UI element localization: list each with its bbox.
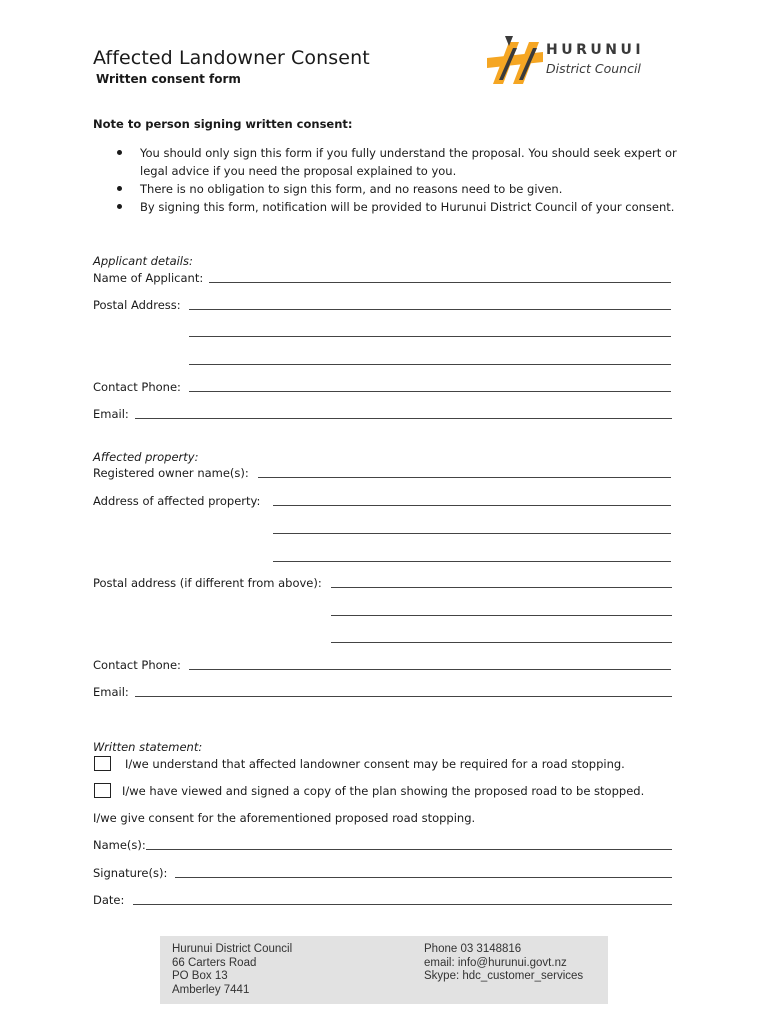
- property-phone-label: Contact Phone:: [93, 658, 181, 672]
- applicant-name-label: Name of Applicant:: [93, 271, 204, 285]
- bullet-icon: [117, 186, 122, 191]
- applicant-name-field[interactable]: [209, 282, 671, 283]
- signature-field[interactable]: [175, 877, 672, 878]
- owner-name-field[interactable]: [258, 477, 671, 478]
- viewed-plan-checkbox-label: I/we have viewed and signed a copy of the plan showing the proposed road to be stopped.: [122, 784, 645, 798]
- property-postal-field-line3[interactable]: [331, 642, 672, 643]
- council-logo-icon: [483, 34, 545, 86]
- note-bullet-text: By signing this form, notification will be provided to Hurunui District Council of your consent.: [140, 200, 675, 214]
- footer-email: email: info@hurunui.govt.nz: [424, 956, 567, 969]
- applicant-email-label: Email:: [93, 407, 129, 421]
- footer-contact: [424, 943, 583, 984]
- list-item: [115, 144, 695, 180]
- applicant-postal-label: Postal Address:: [93, 298, 181, 312]
- applicant-phone-field[interactable]: [189, 391, 671, 392]
- property-address-field[interactable]: [273, 505, 671, 506]
- footer-pobox: PO Box 13: [172, 970, 228, 982]
- property-email-field[interactable]: [135, 696, 672, 697]
- note-bullet-text: You should only sign this form if you fully understand the proposal. You should seek expert or legal advice if you need the proposal explained to you.: [140, 146, 677, 178]
- bullet-icon: [117, 150, 122, 155]
- footer-address: [172, 943, 292, 997]
- viewed-plan-checkbox[interactable]: [94, 783, 111, 798]
- applicant-heading: Applicant details:: [93, 254, 193, 268]
- names-field[interactable]: [146, 849, 672, 850]
- consent-statement: I/we give consent for the aforementioned proposed road stopping.: [93, 811, 476, 825]
- council-logo: [483, 34, 673, 86]
- understand-checkbox[interactable]: [94, 756, 111, 771]
- applicant-phone-label: Contact Phone:: [93, 380, 181, 394]
- logo-subtext: District Council: [546, 61, 641, 76]
- statement-heading: Written statement:: [93, 740, 203, 754]
- form-title: Affected Landowner Consent: [93, 47, 370, 69]
- form-subtitle: Written consent form: [96, 72, 241, 86]
- property-email-label: Email:: [93, 685, 129, 699]
- note-list: [115, 144, 695, 216]
- owner-name-label: Registered owner name(s):: [93, 466, 249, 480]
- applicant-email-field[interactable]: [135, 418, 672, 419]
- logo-wordmark: HURUNUI: [546, 42, 645, 58]
- applicant-postal-field[interactable]: [189, 309, 671, 310]
- applicant-postal-field-line2[interactable]: [189, 336, 671, 337]
- understand-checkbox-label: I/we understand that affected landowner consent may be required for a road stopping.: [125, 757, 625, 771]
- footer-phone: Phone 03 3148816: [424, 943, 522, 955]
- list-item: [115, 180, 695, 198]
- bullet-icon: [117, 204, 122, 209]
- contact-footer: [160, 936, 608, 1004]
- footer-town: Amberley 7441: [172, 983, 250, 996]
- applicant-postal-field-line3[interactable]: [189, 364, 671, 365]
- property-address-label: Address of affected property:: [93, 494, 261, 508]
- date-field[interactable]: [133, 904, 672, 905]
- names-label: Name(s):: [93, 838, 146, 852]
- property-postal-field[interactable]: [331, 587, 672, 588]
- note-bullet-text: There is no obligation to sign this form, and no reasons need to be given.: [140, 182, 563, 196]
- property-address-field-line3[interactable]: [273, 561, 671, 562]
- property-heading: Affected property:: [93, 450, 199, 464]
- list-item: [115, 198, 695, 216]
- property-address-field-line2[interactable]: [273, 533, 671, 534]
- footer-skype: Skype: hdc_customer_services: [424, 970, 584, 982]
- property-postal-field-line2[interactable]: [331, 615, 672, 616]
- footer-street: 66 Carters Road: [172, 956, 257, 969]
- signature-label: Signature(s):: [93, 866, 168, 880]
- date-label: Date:: [93, 893, 125, 907]
- property-postal-label: Postal address (if different from above):: [93, 576, 322, 590]
- footer-org: Hurunui District Council: [172, 943, 293, 955]
- note-heading: Note to person signing written consent:: [93, 117, 353, 131]
- property-phone-field[interactable]: [189, 669, 671, 670]
